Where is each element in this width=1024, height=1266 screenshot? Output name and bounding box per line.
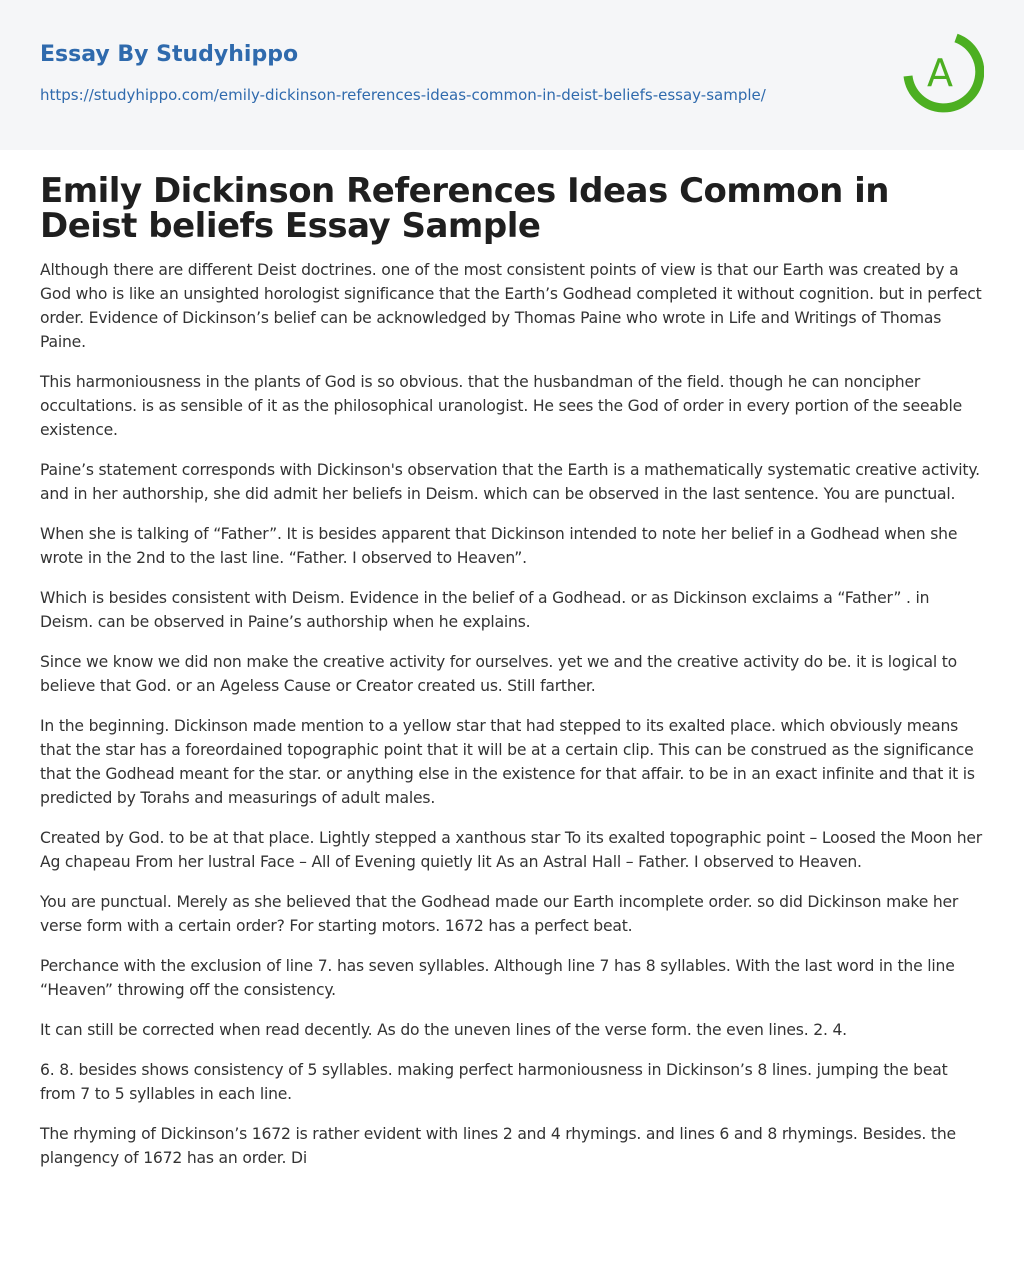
paragraph: 6. 8. besides shows consistency of 5 syllables. making perfect harmoniousness in Dickinson’s 8 lines. jumping the beat from 7 to 5 syllables in each line. <box>40 1061 948 1103</box>
paragraph: Since we know we did non make the creative activity for ourselves. yet we and the creative activity do be. it is logical to believe that God. or an Ageless Cause or Creator created us. Still farther. <box>40 653 957 695</box>
paragraph: Which is besides consistent with Deism. Evidence in the belief of a Godhead. or as Dickinson exclaims a “Father” . in Deism. can be observed in Paine’s authorship when he explains. <box>40 589 930 631</box>
paragraph: This harmoniousness in the plants of God is so obvious. that the husbandman of the field. though he can noncipher occultations. is as sensible of it as the philosophical uranologist. He sees the God of order in every portion of the seeable existence. <box>40 373 962 439</box>
paragraph: It can still be corrected when read decently. As do the uneven lines of the verse form. the even lines. 2. 4. <box>40 1021 847 1039</box>
page-title: Emily Dickinson References Ideas Common in Deist beliefs Essay Sample <box>40 171 890 246</box>
paragraph: You are punctual. Merely as she believed that the Godhead made our Earth incomplete order. so did Dickinson make her verse form with a certain order? For starting motors. 1672 has a perfect beat. <box>40 893 959 935</box>
article-body <box>0 150 1024 1170</box>
paragraph: The rhyming of Dickinson’s 1672 is rather evident with lines 2 and 4 rhymings. and lines 6 and 8 rhymings. Besides. the plangency of 1672 has an order. Di <box>40 1125 956 1167</box>
studyhippo-logo-icon[interactable] <box>900 30 984 114</box>
paragraph: When she is talking of “Father”. It is besides apparent that Dickinson intended to note her belief in a Godhead when she wrote in the 2nd to the last line. “Father. I observed to Heaven”. <box>40 525 958 567</box>
site-brand[interactable]: Essay By Studyhippo <box>40 42 299 67</box>
paragraph: In the beginning. Dickinson made mention to a yellow star that had stepped to its exalted place. which obviously means that the star has a foreordained topographic point that it will be at a certain clip. This can be construed as the significance that the Godhead meant for the star. or anything else in the existence for that affair. to be in an exact infinite and that it is predicted by Torahs and measurings of adult males. <box>40 717 975 807</box>
logo-letter: A <box>927 51 953 95</box>
paragraph: Created by God. to be at that place. Lightly stepped a xanthous star To its exalted topographic point – Loosed the Moon her Ag chapeau From her lustral Face – All of Evening quietly lit As an Astral Hall – Father. I observed to Heaven. <box>40 829 982 871</box>
site-header <box>0 0 1024 150</box>
paragraph: Paine’s statement corresponds with Dickinson's observation that the Earth is a mathematically systematic creative activity. and in her authorship, she did admit her beliefs in Deism. which can be observed in the last sentence. You are punctual. <box>40 461 980 503</box>
paragraph: Although there are different Deist doctrines. one of the most consistent points of view is that our Earth was created by a God who is like an unsighted horologist significance that the Earth’s Godhead completed it without cognition. but in perfect order. Evidence of Dickinson’s belief can be acknowledged by Thomas Paine who wrote in Life and Writings of Thomas Paine. <box>40 261 982 351</box>
paragraph: Perchance with the exclusion of line 7. has seven syllables. Although line 7 has 8 syllables. With the last word in the line “Heaven” throwing off the consistency. <box>40 957 955 999</box>
source-url-link[interactable]: https://studyhippo.com/emily-dickinson-references-ideas-common-in-deist-beliefs-essay-sample/ <box>40 86 766 104</box>
